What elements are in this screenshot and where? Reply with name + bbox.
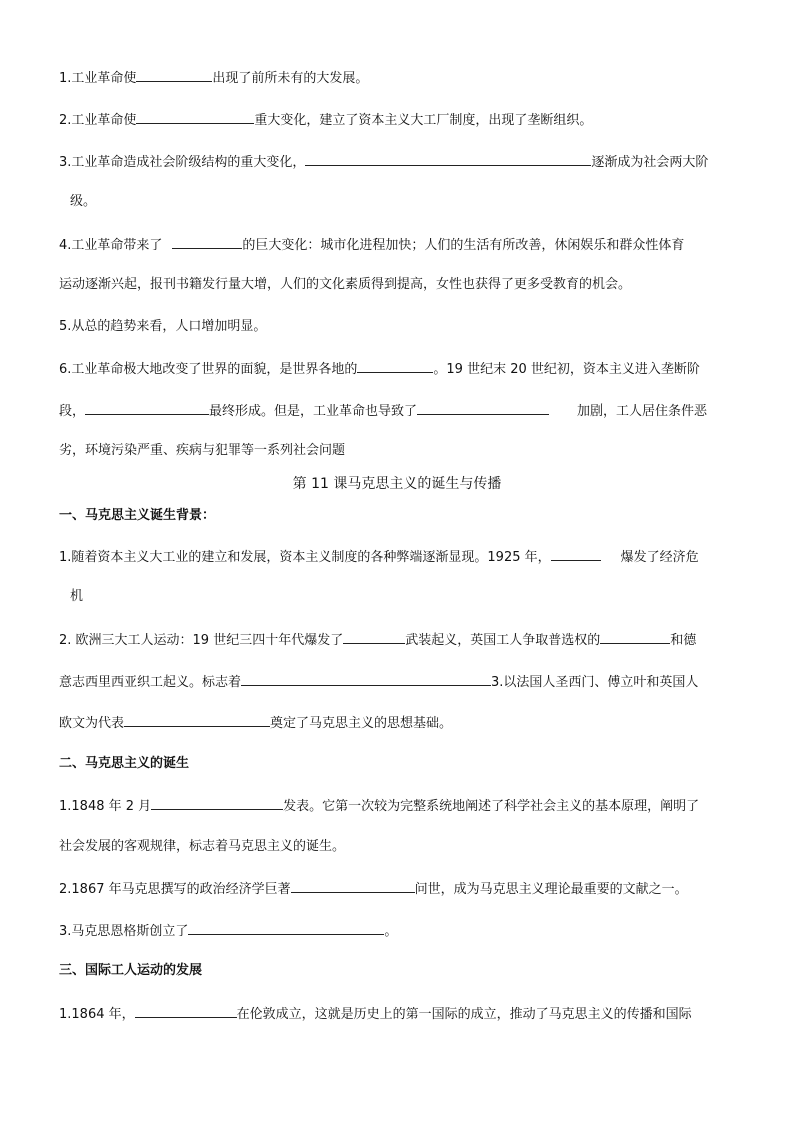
fill-blank[interactable] <box>551 546 601 561</box>
bg-item-1: 1.随着资本主义大工业的建立和发展，资本主义制度的各种弊端逐渐显现。1925 年， 爆发了经济危 <box>59 546 699 566</box>
item-6-cont: 段， 最终形成。但是，工业革命也导致了 加剧，工人居住条件恶 <box>59 400 707 420</box>
item-5: 5.从总的趋势来看，人口增加明显。 <box>59 319 267 334</box>
fill-blank[interactable] <box>172 234 242 249</box>
fill-blank[interactable] <box>241 671 491 686</box>
section-heading-2: 二、马克思主义的诞生 <box>59 756 190 771</box>
birth-item-3: 3.马克思恩格斯创立了 。 <box>59 920 397 940</box>
fill-blank[interactable] <box>600 629 670 644</box>
bg-item-3: 欧文为代表 奠定了马克思主义的思想基础。 <box>59 712 452 732</box>
fill-blank[interactable] <box>343 629 405 644</box>
item-3: 3.工业革命造成社会阶级结构的重大变化， 逐渐成为社会两大阶 <box>59 151 708 171</box>
intl-item-1: 1.1864 年， 在伦敦成立，这就是历史上的第一国际的成立，推动了马克思主义的传播和国际 <box>59 1003 692 1023</box>
fill-blank[interactable] <box>291 878 415 893</box>
fill-blank[interactable] <box>124 712 270 727</box>
fill-blank[interactable] <box>305 151 591 166</box>
birth-item-2: 2.1867 年马克思撰写的政治经济学巨著 问世，成为马克思主义理论最重要的文献之一。 <box>59 878 688 898</box>
item-6-cont2: 劣，环境污染严重、疾病与犯罪等一系列社会问题 <box>59 443 346 458</box>
bg-item-1-cont: 机 <box>70 589 84 604</box>
item-4: 4.工业革命带来了 的巨大变化：城市化进程加快；人们的生活有所改善，休闲娱乐和群众性体育 <box>59 234 684 254</box>
bg-item-2-cont: 意志西里西亚织工起义。标志着 3.以法国人圣西门、傅立叶和英国人 <box>59 671 698 691</box>
item-6: 6.工业革命极大地改变了世界的面貌，是世界各地的 。19 世纪末 20 世纪初，资本主义进入垄断阶 <box>59 358 700 378</box>
fill-blank[interactable] <box>357 358 433 373</box>
item-4-cont: 运动逐渐兴起，报刊书籍发行量大增，人们的文化素质得到提高，女性也获得了更多受教育的机会。 <box>59 277 632 292</box>
fill-blank[interactable] <box>135 1003 237 1018</box>
item-3-cont: 级。 <box>70 194 97 209</box>
birth-item-1: 1.1848 年 2 月 发表。它第一次较为完整系统地阐述了科学社会主义的基本原理，阐明了 <box>59 795 699 815</box>
fill-blank[interactable] <box>151 795 283 810</box>
section-heading-3: 三、国际工人运动的发展 <box>59 963 203 978</box>
lesson-title: 第 11 课马克思主义的诞生与传播 <box>292 476 502 492</box>
bg-item-2: 2. 欧洲三大工人运动：19 世纪三四十年代爆发了 武装起义，英国工人争取普选权的 和德 <box>59 629 696 649</box>
fill-blank[interactable] <box>136 67 212 82</box>
fill-blank[interactable] <box>417 400 549 415</box>
item-1: 1.工业革命使 出现了前所未有的大发展。 <box>59 67 368 87</box>
fill-blank[interactable] <box>188 920 384 935</box>
section-heading-1: 一、马克思主义诞生背景： <box>59 508 216 523</box>
birth-item-1-cont: 社会发展的客观规律，标志着马克思主义的诞生。 <box>59 839 346 854</box>
fill-blank[interactable] <box>136 109 254 124</box>
fill-blank[interactable] <box>85 400 209 415</box>
item-2: 2.工业革命使 重大变化，建立了资本主义大工厂制度，出现了垄断组织。 <box>59 109 592 129</box>
